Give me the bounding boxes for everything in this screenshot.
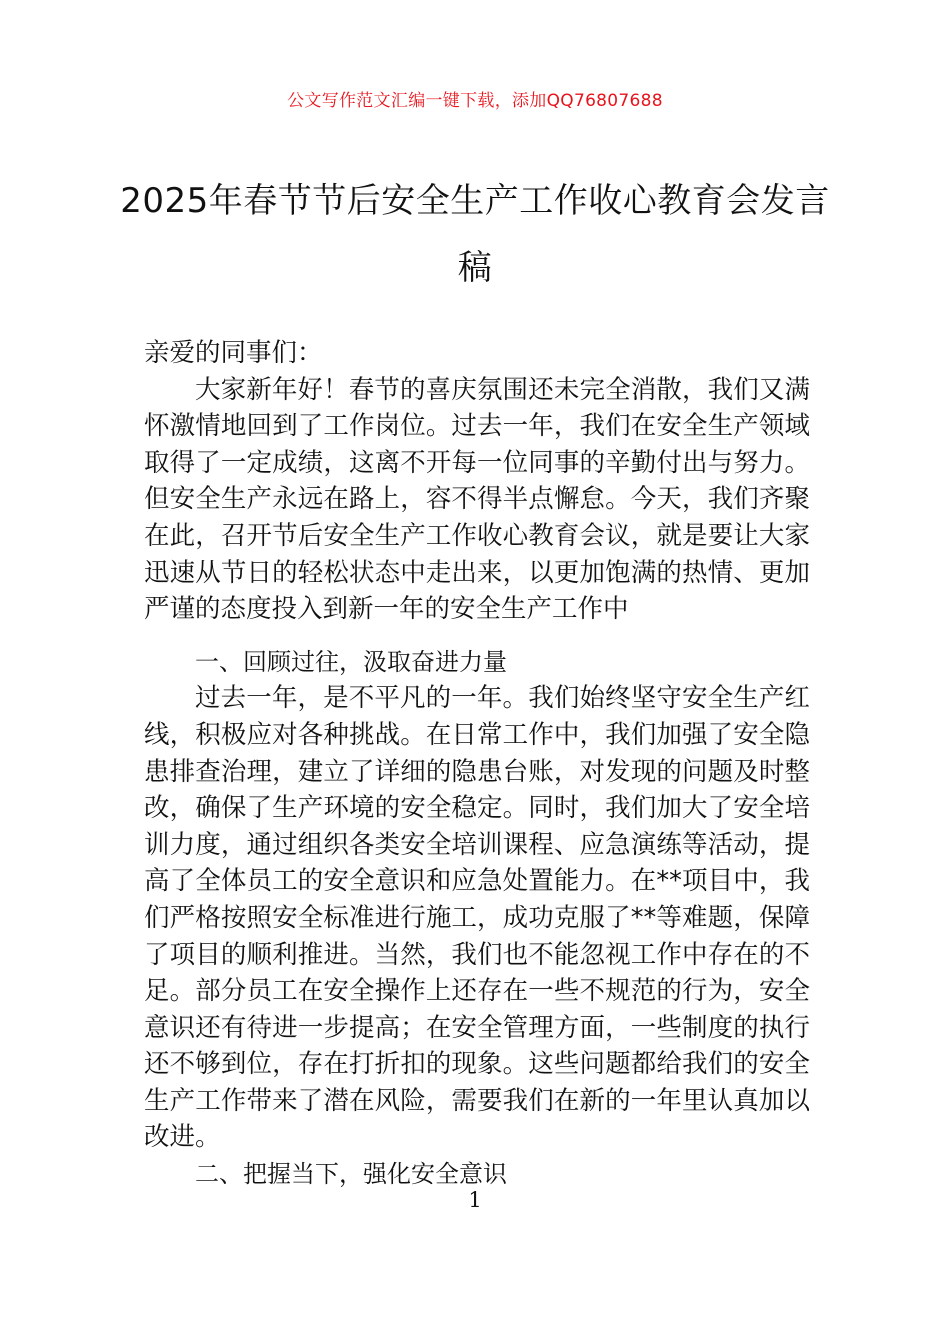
- salutation: 亲爱的同事们：: [144, 338, 323, 368]
- intro-paragraph: 大家新年好！春节的喜庆氛围还未完全消散，我们又满怀激情地回到了工作岗位。过去一年，我们在安全生产领域取得了一定成绩，这离不开每一位同事的辛勤付出与努力。但安全生产永远在路上，容不得半点懈怠。今天，我们齐聚在此，召开节后安全生产工作收心教育会议，就是要让大家迅速从节日的轻松状态中走出来，以更加饱满的热情、更加严谨的态度投入到新一年的安全生产工作中: [144, 374, 810, 625]
- section-1-paragraph: 过去一年，是不平凡的一年。我们始终坚守安全生产红线，积极应对各种挑战。在日常工作中，我们加强了安全隐患排查治理，建立了详细的隐患台账，对发现的问题及时整改，确保了生产环境的安全稳定。同时，我们加大了安全培训力度，通过组织各类安全培训课程、应急演练等活动，提高了全体员工的安全意识和应急处置能力。在**项目中，我们严格按照安全标准进行施工，成功克服了**等难题，保障了项目的顺利推进。当然，我们也不能忽视工作中存在的不足。部分员工在安全操作上还存在一些不规范的行为，安全意识还有待进一步提高；在安全管理方面，一些制度的执行还不够到位，存在打折扣的现象。这些问题都给我们的安全生产工作带来了潜在风险，需要我们在新的一年里认真加以改进。: [144, 683, 810, 1153]
- document-title: 2025年春节节后安全生产工作收心教育会发言稿: [120, 181, 830, 288]
- document-body: [144, 335, 810, 1193]
- paragraph-gap: [144, 628, 810, 644]
- section-heading-1: 一、回顾过往，汲取奋进力量: [195, 647, 507, 676]
- header-promo-note: 公文写作范文汇编一键下载，添加QQ76807688: [287, 91, 663, 111]
- page-number: 1: [468, 1188, 482, 1212]
- section-heading-2: 二、把握当下，强化安全意识: [195, 1160, 507, 1189]
